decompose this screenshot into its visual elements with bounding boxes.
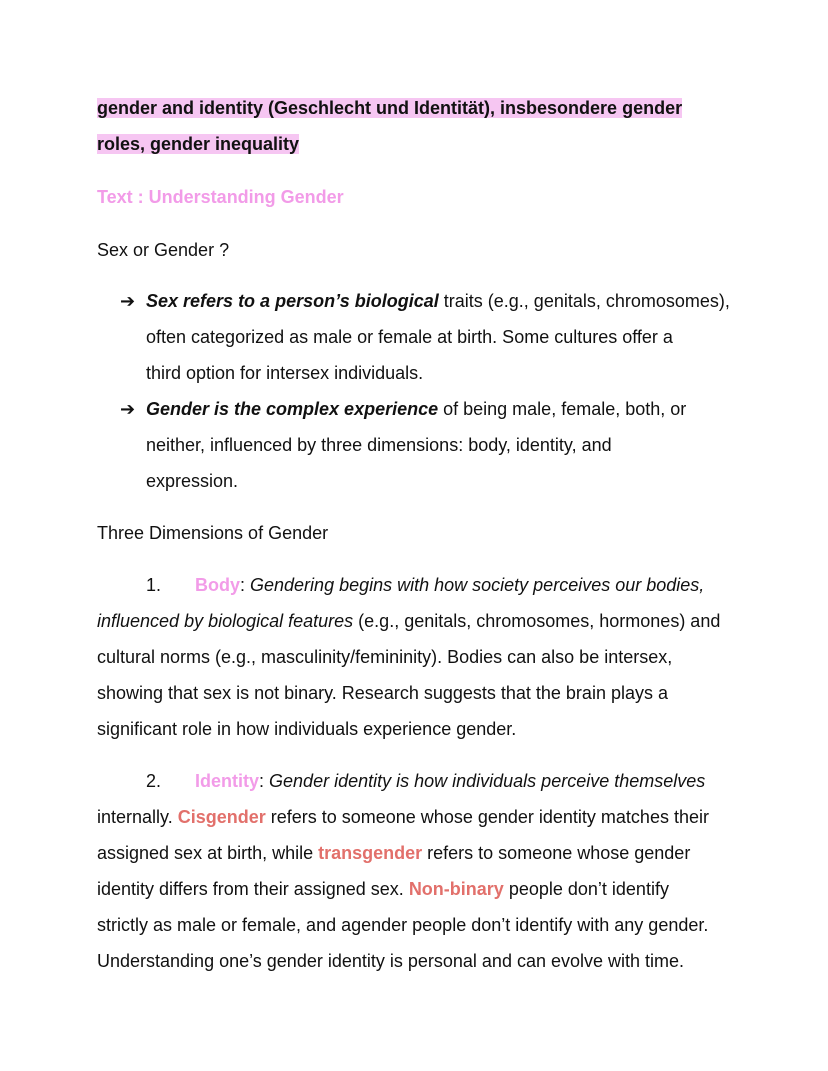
item-1-term: Body (195, 575, 240, 595)
item-1-line-4: showing that sex is not binary. Research suggests that the brain plays a (97, 683, 668, 703)
section-title-three-dimensions: Three Dimensions of Gender (97, 523, 329, 543)
item-2-line-2-rest: refers to someone whose gender identity matches their (265, 807, 709, 827)
item-2-colon: : (259, 771, 265, 791)
item-2-italic-1: Gender identity is how individuals perceive themselves (264, 771, 706, 791)
item-2-line-1 (195, 771, 705, 792)
bullet-1-bold: Sex refers to a person’s biological (146, 291, 439, 311)
item-2-line-4-rest: people don’t identify (503, 879, 669, 899)
bullet-2-line-3: expression. (146, 471, 239, 491)
heading-text-1: gender and identity (Geschlecht und Identität), insbesondere gender (97, 98, 683, 118)
term-cisgender: Cisgender (177, 807, 266, 827)
arrow-bullet-icon: ➔ (120, 291, 136, 311)
item-2-line-2 (97, 807, 709, 828)
heading-line-2 (97, 134, 299, 155)
bullet-2-bold: Gender is the complex experience (146, 399, 439, 419)
item-2-line-2-start: internally. (97, 807, 178, 827)
item-1-colon: : (240, 575, 246, 595)
section-title-sex-or-gender: Sex or Gender ? (97, 240, 230, 260)
item-2-line-3-rest: refers to someone whose gender (422, 843, 691, 863)
item-2-line-3 (97, 843, 690, 864)
item-2-line-6: Understanding one’s gender identity is personal and can evolve with time. (97, 951, 685, 971)
term-transgender: transgender (318, 843, 423, 863)
item-2-term: Identity (195, 771, 260, 791)
bullet-1-line-1 (146, 291, 730, 312)
bullet-2-rest: of being male, female, both, or (438, 399, 687, 419)
item-1-line-5: significant role in how individuals experience gender. (97, 719, 517, 739)
item-1-line-1 (195, 575, 704, 596)
item-2-line-5: strictly as male or female, and agender people don’t identify with any gender. (97, 915, 709, 935)
heading-line-1 (97, 98, 682, 119)
item-1-line-2 (97, 611, 720, 632)
bullet-1-line-3: third option for intersex individuals. (146, 363, 424, 383)
heading-text-2: roles, gender inequality (97, 134, 300, 154)
text-title: Text : Understanding Gender (97, 187, 344, 207)
bullet-1-rest: traits (e.g., genitals, chromosomes), (438, 291, 730, 311)
item-1-line-3: cultural norms (e.g., masculinity/femininity). Bodies can also be intersex, (97, 647, 673, 667)
bullet-2-line-2: neither, influenced by three dimensions: body, identity, and (146, 435, 612, 455)
bullet-1-line-2: often categorized as male or female at birth. Some cultures offer a (146, 327, 673, 347)
item-1-line-2-rest: (e.g., genitals, chromosomes, hormones) and (353, 611, 721, 631)
item-1-italic-2: influenced by biological features (97, 611, 354, 631)
item-2-line-4-start: identity differs from their assigned sex. (97, 879, 409, 899)
item-1-italic-1: Gendering begins with how society perceives our bodies, (245, 575, 705, 595)
arrow-bullet-icon: ➔ (120, 399, 136, 419)
item-1-number: 1. (146, 575, 162, 595)
bullet-2-line-1 (146, 399, 686, 420)
item-2-line-3-start: assigned sex at birth, while (97, 843, 319, 863)
item-2-number: 2. (146, 771, 162, 791)
item-2-line-4 (97, 879, 669, 900)
term-non-binary: Non-binary (408, 879, 504, 899)
